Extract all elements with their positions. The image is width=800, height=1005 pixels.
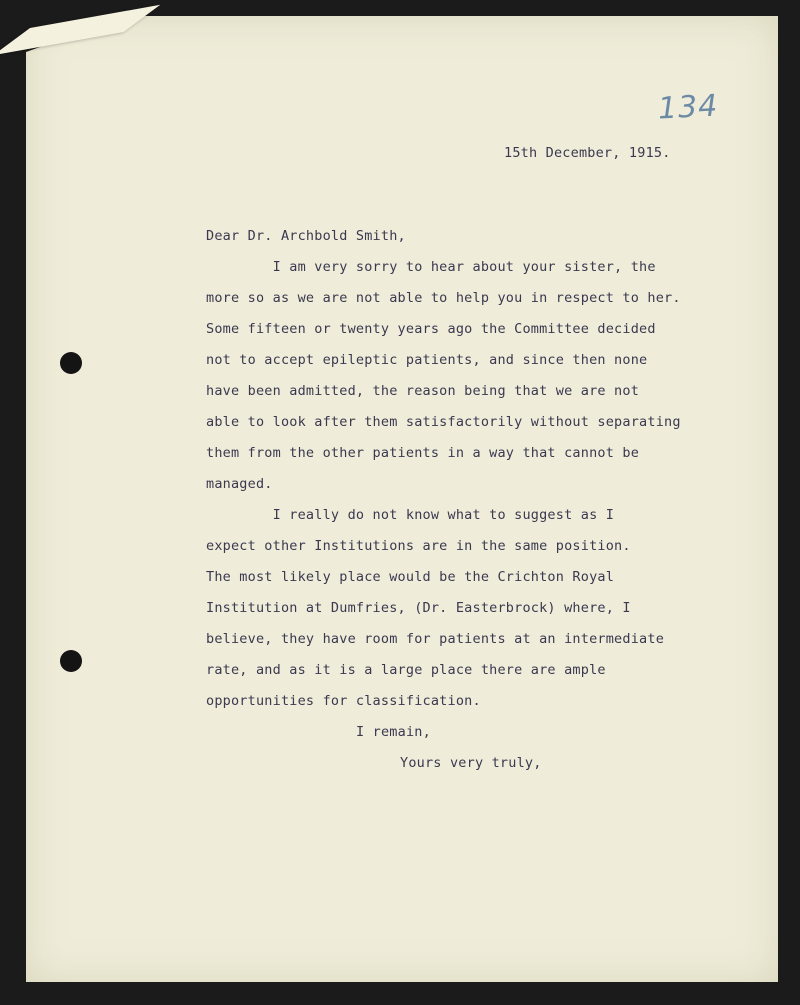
body-line: The most likely place would be the Crichton Royal (206, 569, 615, 585)
salutation: Dear Dr. Archbold Smith, (206, 228, 406, 244)
body-line: managed. (206, 476, 273, 492)
body-line: more so as we are not able to help you in respect to her. (206, 290, 681, 306)
body-line: believe, they have room for patients at an intermediate (206, 631, 665, 647)
body-line: I really do not know what to suggest as I (206, 507, 615, 523)
body-line: opportunities for classification. (206, 693, 481, 709)
letter-page (26, 16, 778, 982)
body-line: not to accept epileptic patients, and since then none (206, 352, 648, 368)
letter-date: 15th December, 1915. (504, 145, 671, 161)
closing-remain: I remain, (356, 724, 431, 740)
body-line: them from the other patients in a way that cannot be (206, 445, 640, 461)
punch-hole-top (60, 352, 82, 374)
folio-number: 134 (657, 88, 720, 127)
closing-yours: Yours very truly, (400, 755, 542, 771)
body-line: have been admitted, the reason being that we are not (206, 383, 640, 399)
punch-hole-bottom (60, 650, 82, 672)
body-line: Institution at Dumfries, (Dr. Easterbrock) where, I (206, 600, 631, 616)
body-line: expect other Institutions are in the same position. (206, 538, 631, 554)
body-line: Some fifteen or twenty years ago the Committee decided (206, 321, 656, 337)
body-line: rate, and as it is a large place there are ample (206, 662, 606, 678)
body-line: able to look after them satisfactorily without separating (206, 414, 681, 430)
body-line: I am very sorry to hear about your sister, the (206, 259, 656, 275)
